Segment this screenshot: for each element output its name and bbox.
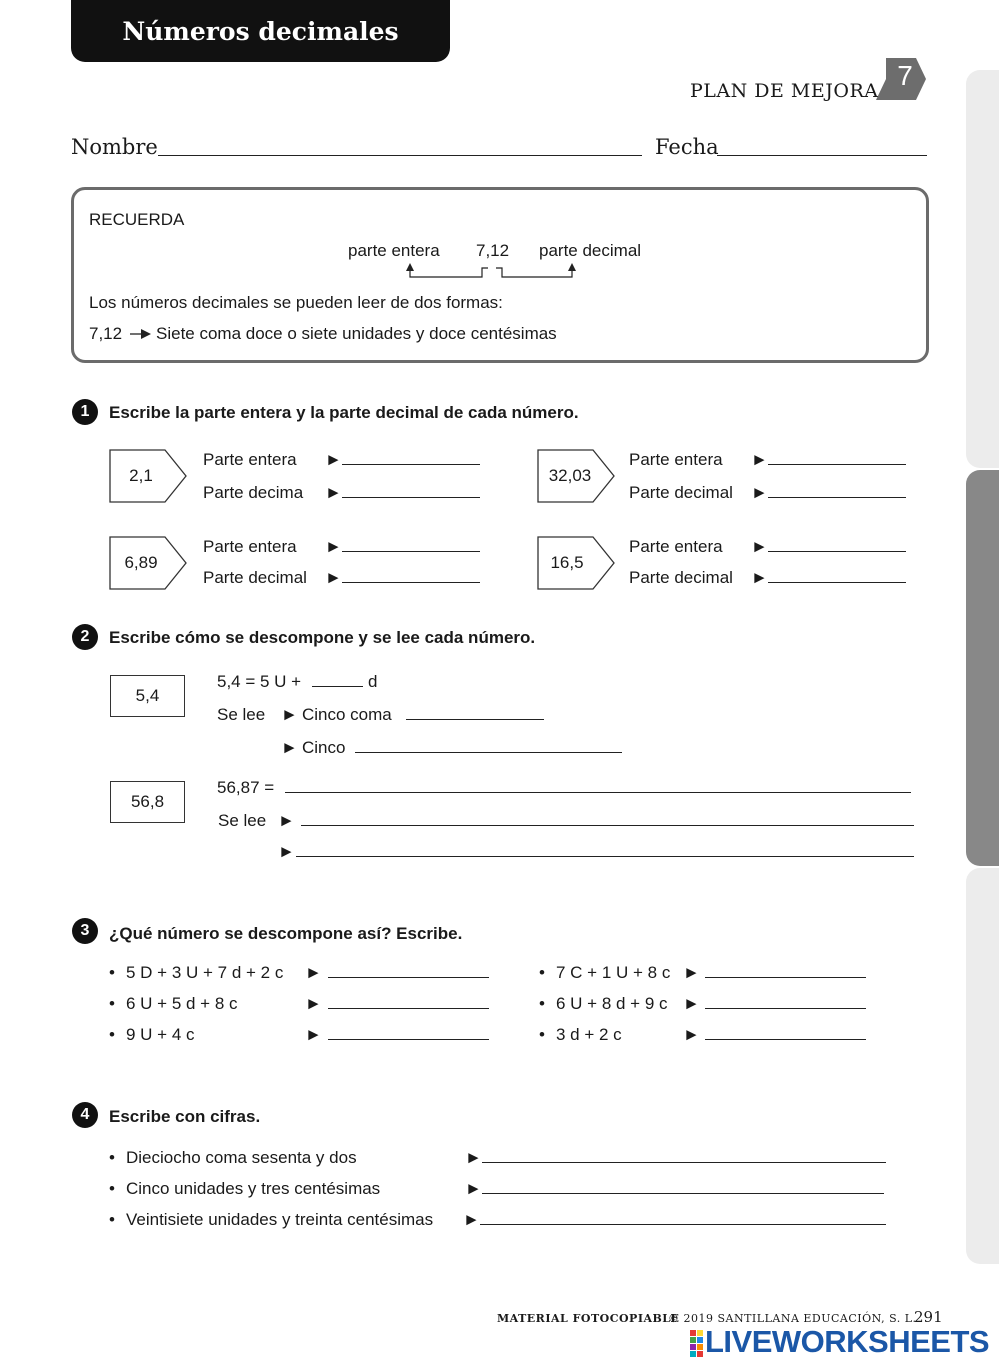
number-tag: 6,89 — [124, 553, 158, 572]
exercise-1-number: 1 — [72, 399, 98, 425]
arrow-icon: ► — [325, 537, 342, 556]
decomposition-item: 7 C + 1 U + 8 c — [556, 963, 671, 982]
arrow-icon: ► — [463, 1210, 480, 1229]
arrow-icon: ► — [751, 450, 768, 469]
exercise-4-instruction: Escribe con cifras. — [109, 1107, 261, 1126]
words-item: Cinco unidades y tres centésimas — [126, 1179, 381, 1198]
arrow-icon: ► — [683, 1025, 700, 1044]
name-label: Nombre — [71, 135, 158, 159]
example-number: 7,12 — [476, 241, 510, 260]
unit-label: d — [368, 672, 378, 691]
answer-blank[interactable] — [705, 1008, 866, 1009]
number-box: 56,8 — [110, 781, 185, 823]
arrow-icon: ► — [325, 483, 342, 502]
arrow-icon: ► — [683, 963, 700, 982]
label-parte-decimal: Parte decimal — [203, 568, 307, 587]
exercise-3-number: 3 — [72, 918, 98, 944]
arrow-icon: ► — [305, 994, 322, 1013]
decomposition-item: 6 U + 5 d + 8 c — [126, 994, 238, 1013]
bullet: • — [539, 1025, 545, 1044]
date-label: Fecha — [655, 135, 719, 159]
bullet: • — [539, 963, 545, 982]
decomposition-item: 3 d + 2 c — [556, 1025, 622, 1044]
label-parte-decimal: Parte decimal — [629, 483, 733, 502]
answer-blank[interactable] — [705, 1039, 866, 1040]
answer-blank[interactable] — [768, 582, 906, 583]
exercise-2-number: 2 — [72, 624, 98, 650]
exercise-1-instruction: Escribe la parte entera y la parte decimal de cada número. — [109, 403, 579, 422]
chapter-number: 7 — [897, 60, 913, 91]
answer-blank[interactable] — [768, 551, 906, 552]
footer-material: MATERIAL FOTOCOPIABLE — [497, 1312, 680, 1325]
recuerda-title: RECUERDA — [89, 210, 185, 229]
label-parte-entera: Parte entera — [629, 537, 723, 556]
side-tab-middle — [966, 470, 999, 866]
bullet: • — [109, 994, 115, 1013]
label-whole-part: parte entera — [348, 241, 440, 260]
answer-blank[interactable] — [406, 719, 544, 720]
decomposition-equation: 5,4 = 5 U + — [217, 672, 302, 691]
arrow-icon: ► — [281, 738, 298, 757]
decomposition-item: 5 D + 3 U + 7 d + 2 c — [126, 963, 284, 982]
words-item: Veintisiete unidades y treinta centésimas — [126, 1210, 434, 1229]
liveworksheets-brand[interactable]: LIVEWORKSHEETS — [705, 1324, 990, 1359]
recuerda-line2-text: Siete coma doce o siete unidades y doce centésimas — [156, 324, 557, 343]
label-parte-decimal: Parte decimal — [629, 568, 733, 587]
date-field[interactable] — [717, 155, 927, 156]
read-prompt: Cinco — [302, 738, 346, 757]
arrow-icon: ► — [305, 1025, 322, 1044]
answer-blank[interactable] — [328, 1008, 489, 1009]
arrow-icon: ► — [278, 811, 295, 830]
label-parte-decimal: Parte decima — [203, 483, 304, 502]
exercise-4-number: 4 — [72, 1102, 98, 1128]
answer-blank[interactable] — [768, 497, 906, 498]
arrow-icon: ► — [278, 842, 295, 861]
words-item: Dieciocho coma sesenta y dos — [126, 1148, 357, 1167]
decomposition-item: 9 U + 4 c — [126, 1025, 195, 1044]
answer-blank[interactable] — [482, 1162, 886, 1163]
label-parte-entera: Parte entera — [629, 450, 723, 469]
part-connector-diagram — [400, 262, 580, 282]
bullet: • — [109, 1210, 115, 1229]
side-tab-bottom — [966, 868, 999, 1264]
answer-blank[interactable] — [301, 825, 914, 826]
arrow-icon: ► — [281, 705, 298, 724]
answer-blank[interactable] — [342, 497, 480, 498]
recuerda-line1: Los números decimales se pueden leer de dos formas: — [89, 293, 503, 312]
arrow-icon: ► — [325, 568, 342, 587]
answer-blank[interactable] — [355, 752, 622, 753]
read-label: Se lee — [217, 705, 266, 724]
answer-blank[interactable] — [285, 792, 911, 793]
answer-blank[interactable] — [296, 856, 914, 857]
arrow-icon: ► — [465, 1179, 482, 1198]
arrow-icon: ► — [465, 1148, 482, 1167]
recuerda-line2-number: 7,12 — [89, 324, 123, 343]
answer-blank[interactable] — [328, 977, 489, 978]
answer-blank[interactable] — [328, 1039, 489, 1040]
arrow-icon: ► — [751, 537, 768, 556]
number-box: 5,4 — [110, 675, 185, 717]
arrow-icon: ► — [683, 994, 700, 1013]
decomposition-equation: 56,87 = — [217, 778, 275, 797]
side-tab-top — [966, 70, 999, 468]
answer-blank[interactable] — [312, 686, 363, 687]
bullet: • — [109, 963, 115, 982]
answer-blank[interactable] — [342, 582, 480, 583]
answer-blank[interactable] — [480, 1224, 886, 1225]
arrow-icon: ► — [325, 450, 342, 469]
name-field[interactable] — [158, 155, 642, 156]
arrow-icon: ► — [305, 963, 322, 982]
answer-blank[interactable] — [342, 464, 480, 465]
page-number: 291 — [914, 1308, 943, 1326]
page-title: Números decimales — [71, 0, 450, 62]
bullet: • — [109, 1025, 115, 1044]
read-label: Se lee — [218, 811, 267, 830]
answer-blank[interactable] — [482, 1193, 884, 1194]
arrow-icon: ► — [751, 568, 768, 587]
number-tag: 32,03 — [548, 466, 592, 485]
label-parte-entera: Parte entera — [203, 450, 297, 469]
exercise-3-instruction: ¿Qué número se descompone así? Escribe. — [109, 924, 463, 943]
bullet: • — [539, 994, 545, 1013]
answer-blank[interactable] — [705, 977, 866, 978]
label-decimal-part: parte decimal — [539, 241, 642, 260]
plan-label: PLAN DE MEJORA — [690, 80, 879, 102]
answer-blank[interactable] — [342, 551, 480, 552]
decomposition-item: 6 U + 8 d + 9 c — [556, 994, 668, 1013]
number-tag: 2,1 — [129, 466, 153, 485]
arrow-icon: ► — [751, 483, 768, 502]
bullet: • — [109, 1179, 115, 1198]
answer-blank[interactable] — [768, 464, 906, 465]
arrow-right-icon — [129, 327, 153, 341]
read-prompt: Cinco coma — [302, 705, 392, 724]
bullet: • — [109, 1148, 115, 1167]
footer-copyright: © 2019 SANTILLANA EDUCACIÓN, S. L. — [668, 1312, 917, 1325]
label-parte-entera: Parte entera — [203, 537, 297, 556]
number-tag: 16,5 — [550, 553, 584, 572]
exercise-2-instruction: Escribe cómo se descompone y se lee cada número. — [109, 628, 536, 647]
